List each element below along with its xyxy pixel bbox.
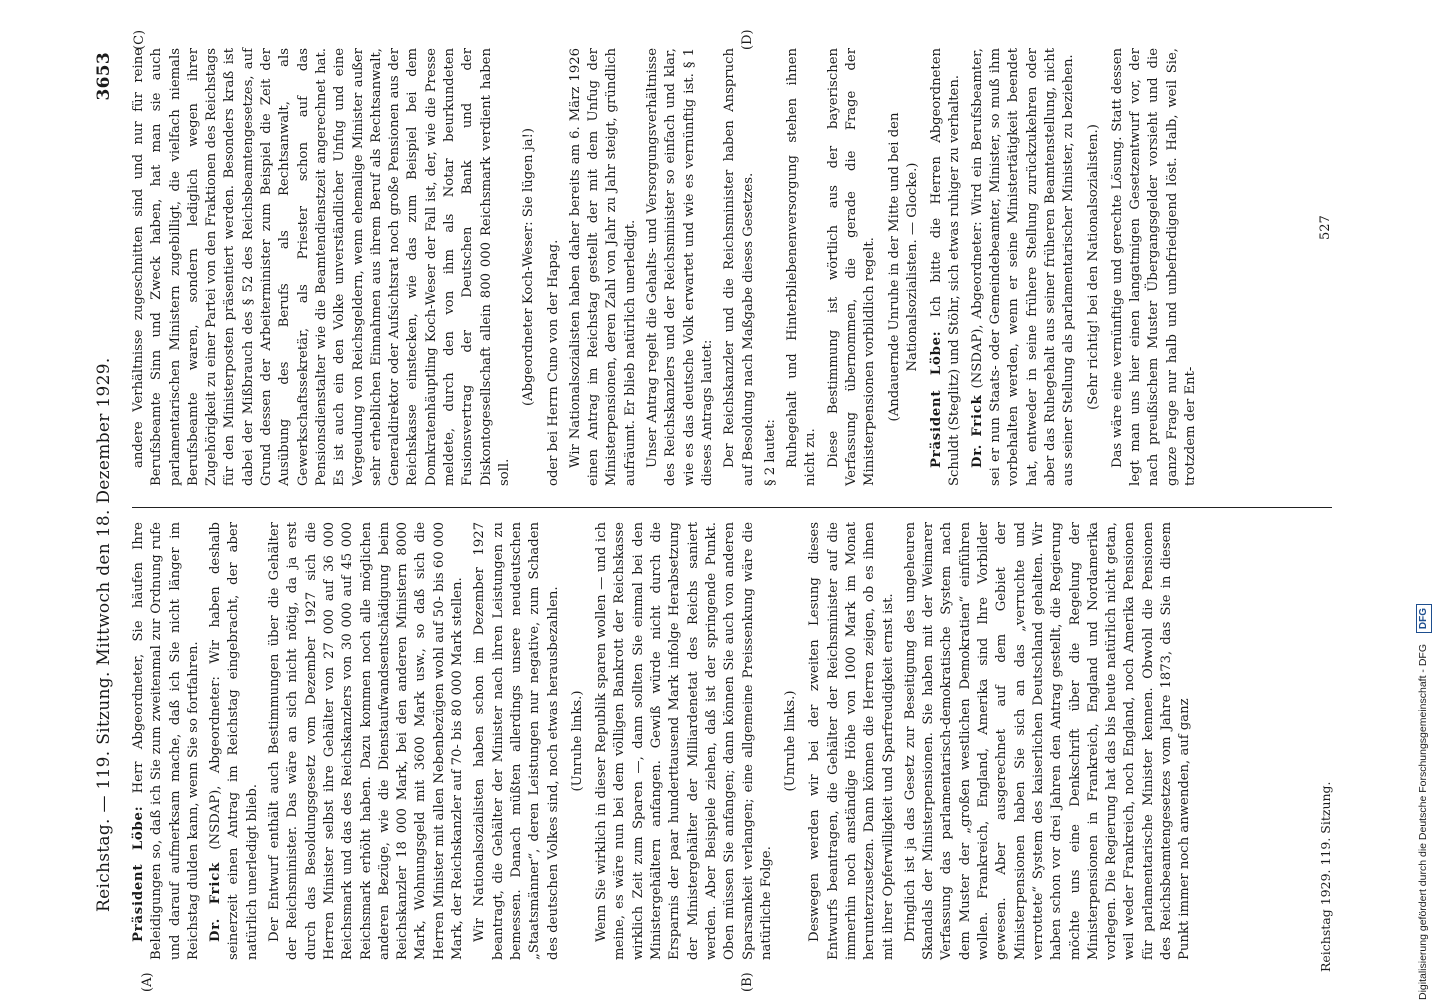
- paragraph: Der Entwurf enthält auch Bestimmungen über die Gehälter der Reichsminister. Das wäre an sich nicht nötig, da ja erst durch das Besoldungsgesetz vom Dezember 1927 sich die Herren Minister selbst ihre Gehälter von 27 000 auf 36 000 Reichsmark und das des Reichskanzlers von 30 000 auf 45 000 Reichsmark erhöht haben. Dazu kommen noch alle möglichen anderen Bezüge, wie die Dienstaufwandsentschädigung beim Reichskanzler 18 000 Mark, bei den anderen Ministern 8000 Mark, Wohnungsgeld mit 3600 Mark usw., so daß sich die Herren Minister mit allen Nebenbezügen wohl auf 50- bis 60 000 Mark, der Reichskanzler auf 70- bis 80 000 Mark stellen.: [267, 522, 466, 960]
- speaker-name: Präsident Löbe:: [929, 330, 945, 468]
- paragraph: Ruhegehalt und Hinterbliebenenversorgung stehen ihnen nicht zu.: [785, 48, 819, 486]
- interjection: (Sehr richtig! bei den Nationalsozialisten.): [1085, 124, 1101, 410]
- column-divider: [132, 507, 1332, 508]
- speech-text: (NSDAP), Abgeordneter: Wird ein Berufsbeamter, sei er nun Staats- oder Gemeindebeamter, Minister, so muß ihm vorbehalten werden, wenn er seine Ministertätigkeit beendet hat, entweder in seine frühere Stellung zurückzukehren oder aber das Ruhegehalt aus seiner früheren Beamtenstellung, nicht aus seiner Stellung als parlamentarischer Minister, zu beziehen.: [969, 48, 1077, 486]
- paragraph: Unser Antrag regelt die Gehalts- und Versorgungsverhältnisse des Reichskanzlers und der Reichsminister so einfach und klar, wie es das deutsche Volk erwartet und wie es vernünftig ist. § 1 dieses Antrags lautet:: [645, 48, 715, 486]
- margin-marker-d: (D): [740, 29, 755, 50]
- interjection: (Unruhe links.): [569, 690, 585, 792]
- speech-paragraph: [969, 48, 1079, 486]
- footer-page-number: 527: [1318, 215, 1333, 240]
- paragraph: Deswegen werden wir bei der zweiten Lesung dieses Entwurfs beantragen, die Gehälter der Reichsminister auf die immerhin noch anständige Höhe von 1000 Mark im Monat herunterzusetzen. Dann können die Herren zeigen, ob es ihnen mit ihrer Opferwilligkeit und Sparfreudigkeit ernst ist.: [807, 522, 896, 960]
- paragraph: Das wäre eine vernünftige und gerechte Lösung. Statt dessen legt man uns hier einen langatmigen Gesetzentwurf vor, der nach preußischem Muster Übergangsgelder vorsieht und die ganze Frage nur halb und unbefriedigend löst. Halb, weil Sie, trotzdem der Ent-: [1109, 48, 1199, 486]
- speech-text: (NSDAP), Abgeordneter: Wir haben deshalb seinerzeit einen Antrag im Reichstag eingebracht, der aber natürlich unerledigt blieb.: [208, 522, 260, 960]
- credit-text: Digitalisierung gefördert durch die Deutsche Forschungsgemeinschaft - DFG: [1417, 643, 1429, 1000]
- page-number: 3653: [94, 52, 114, 101]
- right-text-column: [130, 48, 1204, 486]
- speaker-name: Dr. Frick: [969, 394, 985, 468]
- speech-paragraph: [207, 522, 262, 960]
- paragraph: Der Reichskanzler und die Reichsminister haben Anspruch auf Besoldung nach Maßgabe dieses Gesetzes.: [722, 48, 756, 486]
- footer-note: Reichstag 1929. 119. Sitzung.: [1318, 781, 1333, 972]
- paragraph: Diese Bestimmung ist wörtlich aus der bayerischen Verfassung übernommen, die gerade die Frage der Ministerpensionen vorbildlich regelt.: [825, 48, 878, 486]
- speech-paragraph: [130, 522, 203, 960]
- left-text-column: [130, 522, 1199, 960]
- interjection: (Abgeordneter Koch-Weser: Sie lügen ja!): [521, 127, 537, 407]
- running-title: Reichstag. — 119. Sitzung. Mittwoch den 18. Dezember 1929.: [94, 357, 114, 912]
- digitization-credit: [1412, 0, 1434, 1000]
- speech-text: Herr Abgeordneter, Sie häufen Ihre Beleidigungen so, daß ich Sie zum zweitenmal zur Ordnung rufe und darauf aufmerksam mache, daß ich Sie nicht länger im Reichstag dulden kann, wenn Sie so fortfahren.: [131, 522, 201, 960]
- speaker-name: Dr. Frick: [208, 861, 224, 942]
- margin-marker-c: (C): [132, 29, 147, 50]
- margin-marker-b: (B): [740, 972, 755, 992]
- page-header: [88, 22, 124, 972]
- interjection: (Andauernde Unruhe in der Mitte und bei den Nationalsozialisten. — Glocke.): [886, 112, 920, 422]
- speech-text: Ich bitte die Herren Abgeordneten Schuldt (Steglitz) und Stöhr, sich etwas ruhiger zu verhalten.: [929, 48, 963, 486]
- paragraph: andere Verhältnisse zugeschnitten sind und nur für reine Berufsbeamte Sinn und Zweck haben, hat man sie auch parlamentarischen Ministern zugebilligt, die vielfach niemals Berufsbeamte waren, sondern lediglich wegen ihrer Zugehörigkeit zu einer Partei von den Fraktionen des Reichstags für den Ministerposten präsentiert werden. Besonders kraß ist dabei der Mißbrauch des § 52 des Reichsbeamtengesetzes, auf Grund dessen der Arbeiterminister zum Beispiel die Zeit der Ausübung des Berufs als Rechtsanwalt, als Gewerkschaftssekretär, als Priester schon auf das Pensionsdienstalter wie die Beamtendienstzeit angerechnet hat. Es ist auch ein den Volke unverständlicher Unfug und eine Vergeudung von Reichsgeldern, wenn ehemalige Minister außer sehr erheblichen Einnahmen aus ihrem Beruf als Rechtsanwalt, Generaldirektor oder Aufsichtsrat noch große Pensionen aus der Reichskasse einstecken, wie das zum Beispiel bei dem Domkratenhäuptling Koch-Weser der Fall ist, der, wie die Presse meldete, durch den von ihm als Notar beurkundeten Fusionsvertrag der Deutschen Bank und der Diskontogesellschaft allein 800 000 Reichsmark verdient haben soll.: [131, 48, 512, 486]
- interjection: (Unruhe links.): [783, 690, 799, 792]
- dfg-logo: DFG: [1416, 604, 1432, 633]
- paragraph: Wir Nationalsozialisten haben schon im Dezember 1927 beantragt, die Gehälter der Minister nach ihren Leistungen zu bemessen. Danach müßten allerdings unsere neudeutschen „Staatsmänner“, deren Leistungen nur negative, zum Schaden des deutschen Volkes sind, noch etwas herausbezahlen.: [472, 522, 561, 960]
- margin-marker-a: (A): [140, 972, 155, 992]
- speech-paragraph: [928, 48, 965, 486]
- paragraph: Wir Nationalsozialisten haben daher bereits am 6. März 1926 einen Antrag im Reichstag gestellt der mit dem Unfug der Ministerpensionen, deren Zahl von Jahr zu Jahr steigt, gründlich aufräumt. Er blieb natürlich unerledigt.: [567, 48, 638, 486]
- paragraph: § 2 lautet:: [762, 419, 778, 486]
- paragraph: Wenn Sie wirklich in dieser Republik sparen wollen — und ich meine, es wäre nun bei dem völligen Bankrott der Reichskasse wirklich Zeit zum Sparen —, dann sollten Sie einmal bei den Ministergehältern anfangen. Gewiß würde nicht durch die Ersparnis der paar hunderttausend Mark infolge Herabsetzung der Ministergehälter der Milliardenetat des Reichs saniert werden. Aber Beispiele ziehen, daß ist der springende Punkt. Oben müssen Sie anfangen; dann können Sie auch von anderen Sparsamkeit verlangen; eine allgemeine Preissenkung wäre die natürliche Folge.: [594, 522, 774, 960]
- paragraph: Dringlich ist ja das Gesetz zur Beseitigung des ungeheuren Skandals der Ministerpensionen. Sie haben mit der Weimarer Verfassung das parlamentarisch-demokratische System nach dem Muster der „großen westlichen Demokratien“ einführen wollen. Frankreich, England, Amerika sind Ihre Vorbilder gewesen. Aber ausgerechnet auf dem Gebiet der Ministerpensionen haben Sie sich an das „verruchte und verrottete“ System des kaiserlichen Deutschland gehalten. Wir haben schon vor drei Jahren den Antrag gestellt, die Regierung möchte uns eine Denkschrift über die Regelung der Ministerpensionen in Frankreich, England und Nordamerika vorlegen. Die Regierung hat das bis heute natürlich nicht getan, weil weder Frankreich, noch England, noch Amerika Pensionen für parlamentarische Minister kennen. Obwohl die Pensionen des Reichsbeamtengesetzes vom Jahre 1873, das Sie in diesem Punkt immer noch anwenden, auf ganz: [902, 522, 1193, 960]
- speaker-name: Präsident Löbe:: [131, 805, 146, 942]
- paragraph: oder bei Herrn Cuno von der Hapag.: [545, 239, 561, 486]
